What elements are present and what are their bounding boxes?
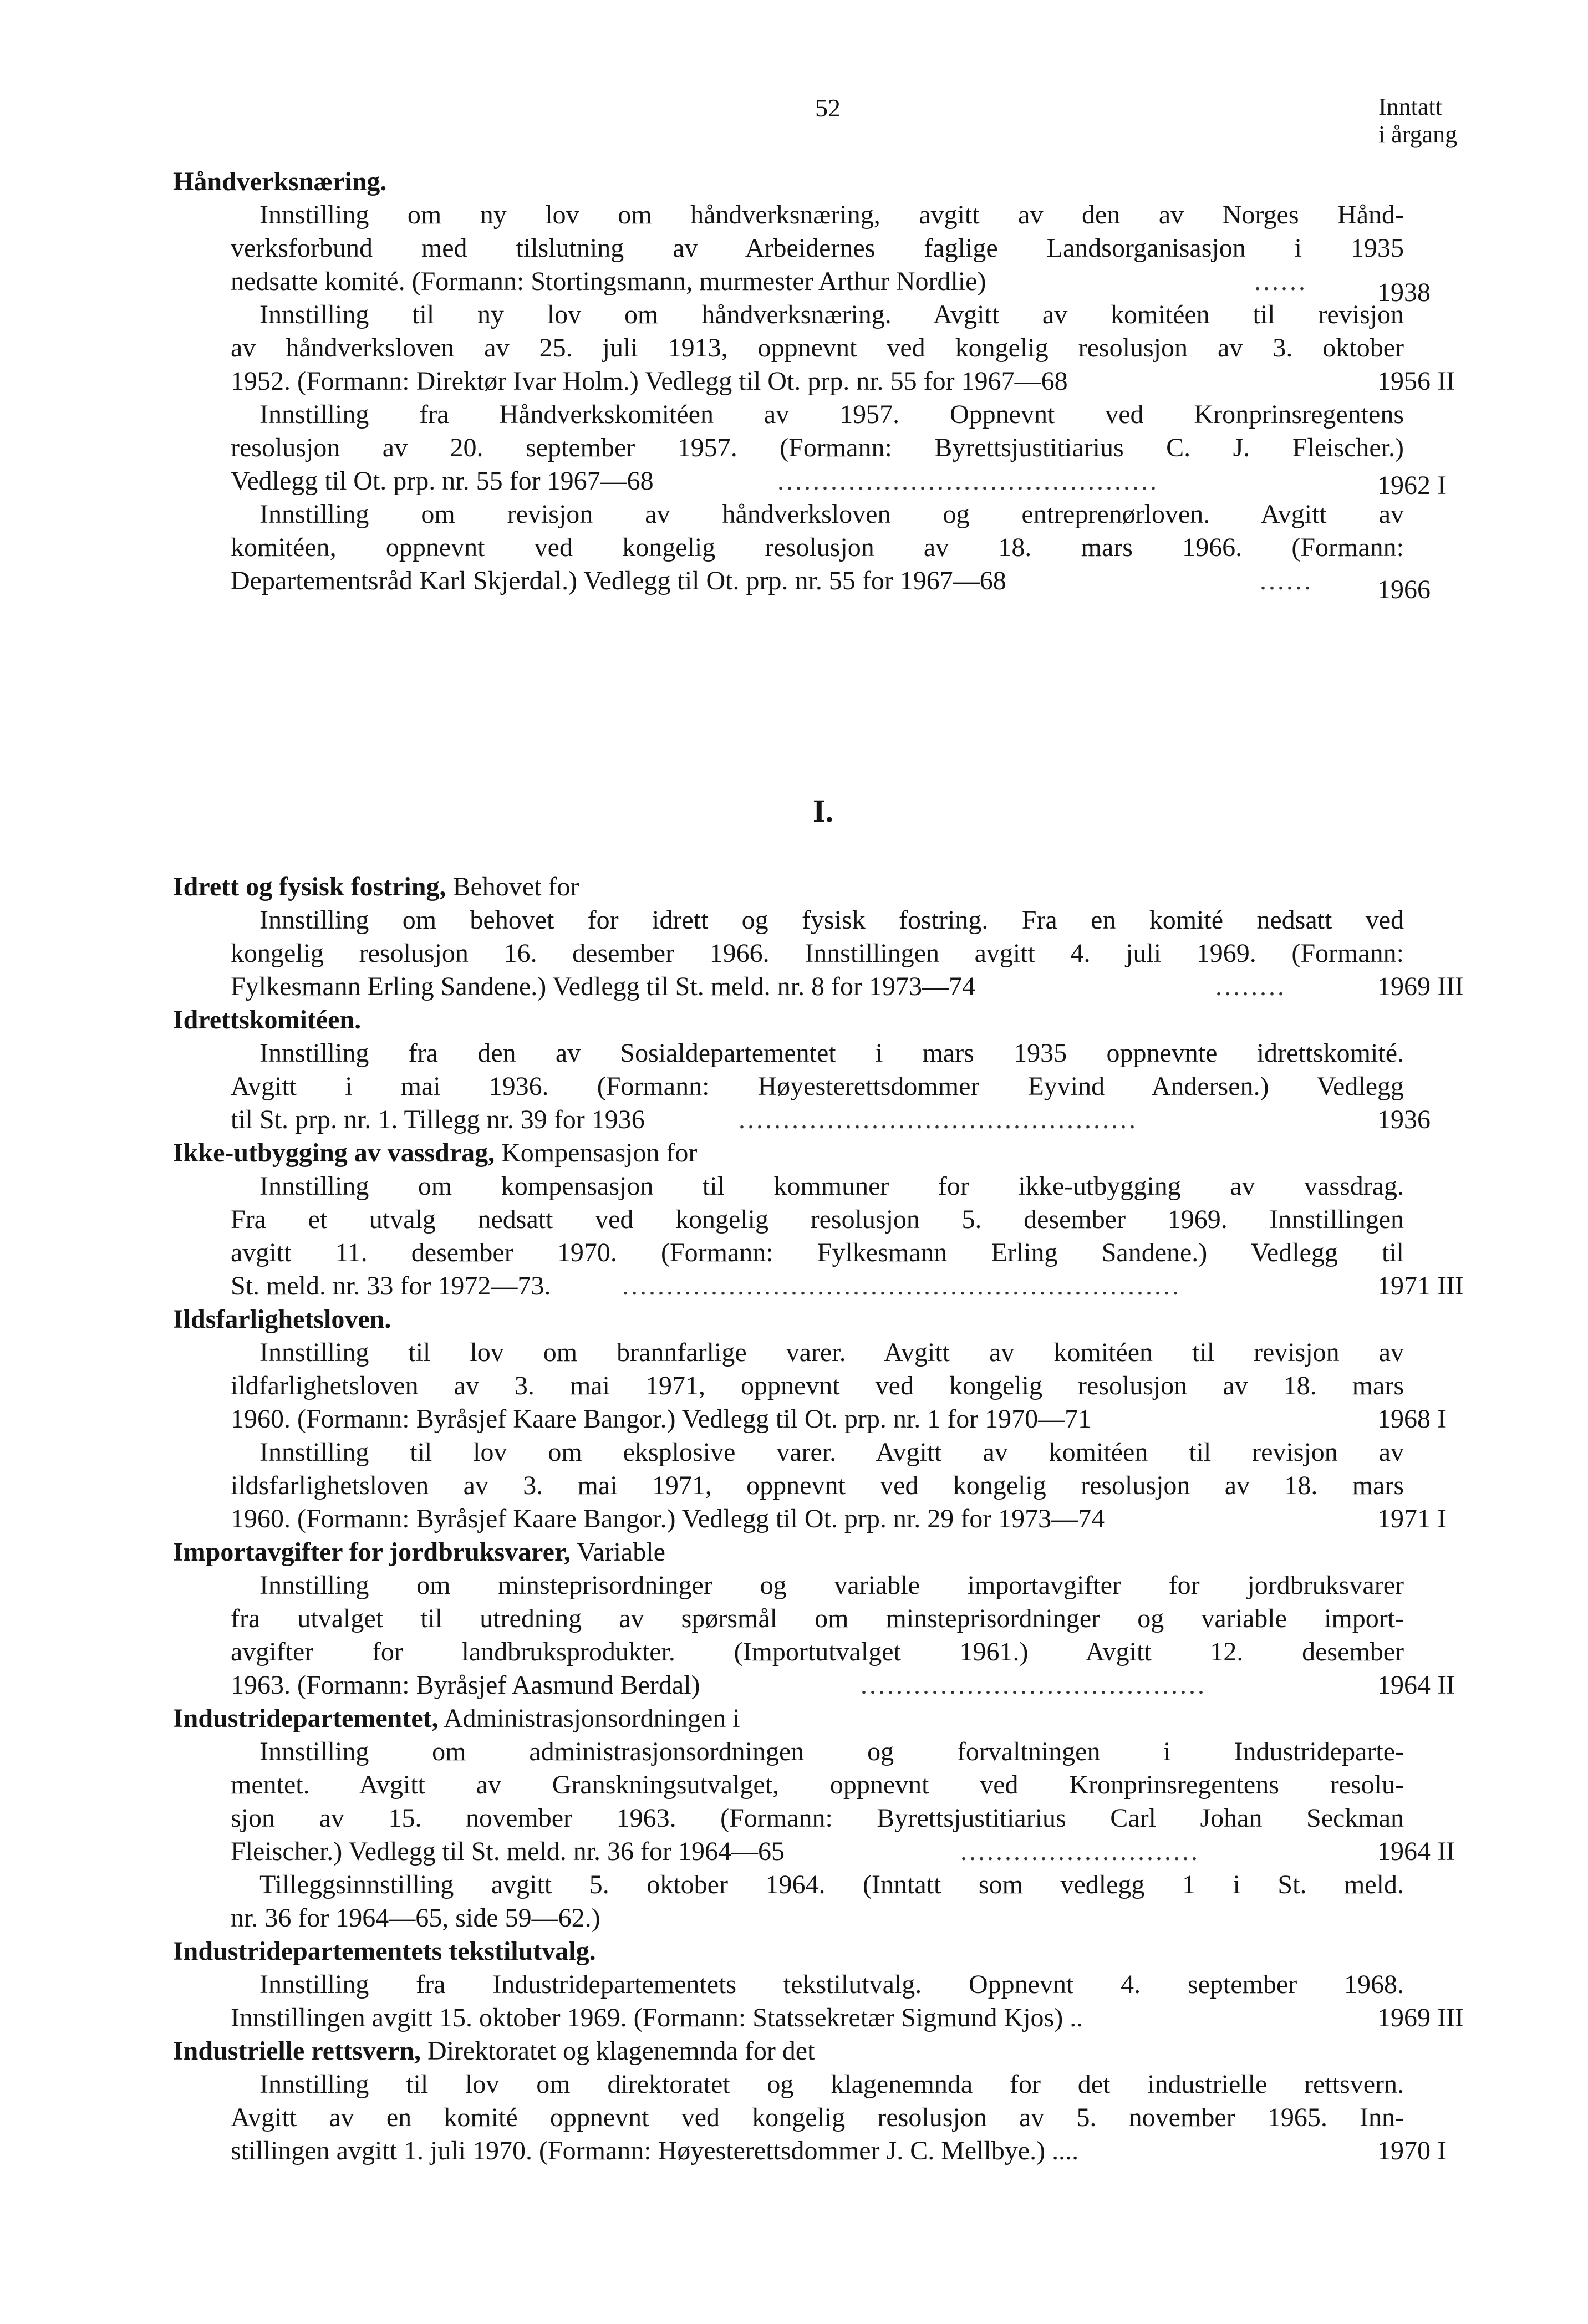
entry-line: sjon av 15. november 1963. (Formann: Byrettsjustitiarius Carl Johan Seckman: [231, 1803, 1404, 1833]
entry-line: Innstilling til lov om direktoratet og klagenemnda for det industrielle rettsvern.: [259, 2070, 1404, 2099]
entry-line: Innstilling om ny lov om håndverksnæring, avgitt av den av Norges Hånd-: [259, 200, 1404, 230]
entry-heading: Håndverksnæring.: [173, 167, 387, 196]
index-entry: [173, 498, 1515, 604]
entry-line: avgitt 11. desember 1970. (Formann: Fylkesmann Erling Sandene.) Vedlegg til: [231, 1238, 1404, 1267]
entry-year: 1971 III: [1377, 1271, 1464, 1301]
entry-heading: Idrett og fysisk fostring, Behovet for: [173, 872, 579, 901]
entry-year: 1969 III: [1377, 972, 1464, 1001]
entry-line: Fra et utvalg nedsatt ved kongelig resolusjon 5. desember 1969. Innstillingen: [231, 1205, 1404, 1234]
entry-line: Innstilling om revisjon av håndverksloven og entreprenørloven. Avgitt av: [259, 500, 1404, 529]
entry-year: 1936: [1377, 1105, 1431, 1134]
entry-line: Departementsråd Karl Skjerdal.) Vedlegg til Ot. prp. nr. 55 for 1967—68 ......: [231, 566, 1313, 595]
column-header-line-2: i årgang: [1378, 121, 1458, 148]
index-entry: [173, 298, 1515, 398]
entry-year: 1964 II: [1377, 1837, 1455, 1866]
entry-heading: Industrielle rettsvern, Direktoratet og klagenemnda for det: [173, 2036, 815, 2066]
index-entry: [173, 198, 1515, 307]
entry-year: 1966: [1377, 575, 1431, 604]
column-header-line-1: Inntatt: [1378, 93, 1442, 120]
entry-line: stillingen avgitt 1. juli 1970. (Formann: Høyesterettsdommer J. C. Mellbye.) ....: [231, 2136, 1079, 2165]
entry-year: 1956 II: [1377, 366, 1455, 396]
entry-line: resolusjon av 20. september 1957. (Formann: Byrettsjustitiarius C. J. Fleischer.): [231, 433, 1404, 462]
index-section-i: [173, 870, 1515, 2168]
index-section-h: [173, 165, 1515, 604]
entry-line: av håndverksloven av 25. juli 1913, oppnevnt ved kongelig resolusjon av 3. oktober: [231, 333, 1404, 363]
index-entry: [173, 1735, 1515, 1868]
entry-line: 1960. (Formann: Byråsjef Kaare Bangor.) Vedlegg til Ot. prp. nr. 29 for 1973—74: [231, 1504, 1105, 1533]
entry-year: 1971 I: [1377, 1504, 1446, 1533]
entry-line: Innstilling fra Industridepartementets tekstilutvalg. Oppnevnt 4. september 1968.: [259, 1970, 1404, 1999]
entry-line: nr. 36 for 1964—65, side 59—62.): [231, 1903, 600, 1933]
index-entry: [173, 1968, 1515, 2035]
section-letter: I.: [813, 793, 834, 829]
entry-line: 1963. (Formann: Byråsjef Aasmund Berdal) .......................................: [231, 1670, 1207, 1700]
entry-year: 1969 III: [1377, 2003, 1464, 2032]
entry-line: verksforbund med tilslutning av Arbeidernes faglige Landsorganisasjon i 1935: [231, 233, 1404, 263]
index-entry: [173, 904, 1515, 1003]
entry-line: St. meld. nr. 33 for 1972—73. ...............................................................: [231, 1271, 1181, 1301]
column-header-inntatt: [1378, 93, 1457, 149]
entry-line: avgifter for landbruksprodukter. (Importutvalget 1961.) Avgitt 12. desember: [231, 1637, 1404, 1666]
entry-line: Fylkesmann Erling Sandene.) Vedlegg til St. meld. nr. 8 for 1973—74 ........: [231, 972, 1286, 1001]
entry-line: Tilleggsinnstilling avgitt 5. oktober 1964. (Inntatt som vedlegg 1 i St. meld.: [259, 1870, 1404, 1899]
entry-line: Vedlegg til Ot. prp. nr. 55 for 1967—68 ...........................................: [231, 466, 1159, 496]
entry-line: Innstilling fra Håndverkskomitéen av 1957. Oppnevnt ved Kronprinsregentens: [259, 400, 1404, 429]
entry-line: Innstilling om behovet for idrett og fysisk fostring. Fra en komité nedsatt ved: [259, 905, 1404, 935]
entry-line: Innstilling om administrasjonsordningen og forvaltningen i Industrideparte-: [259, 1737, 1404, 1766]
entry-line: 1952. (Formann: Direktør Ivar Holm.) Vedlegg til Ot. prp. nr. 55 for 1967—68: [231, 366, 1068, 396]
index-entry: [173, 1037, 1515, 1136]
entry-heading: Industridepartementet, Administrasjonsordningen i: [173, 1704, 740, 1733]
index-entry: [173, 1170, 1515, 1303]
entry-line: Avgitt i mai 1936. (Formann: Høyesterettsdommer Eyvind Andersen.) Vedlegg: [231, 1072, 1404, 1101]
entry-heading: Importavgifter for jordbruksvarer, Variable: [173, 1537, 665, 1567]
entry-line: mentet. Avgitt av Granskningsutvalget, oppnevnt ved Kronprinsregentens resolu-: [231, 1770, 1404, 1800]
entry-line: Innstilling om kompensasjon til kommuner for ikke-utbygging av vassdrag.: [259, 1171, 1404, 1201]
entry-line: Innstilling til lov om eksplosive varer. Avgitt av komitéen til revisjon av: [259, 1438, 1404, 1467]
entry-heading: Industridepartementets tekstilutvalg.: [173, 1936, 596, 1966]
entry-heading: Ikke-utbygging av vassdrag, Kompensasjon for: [173, 1138, 698, 1168]
entry-line: Innstilling til ny lov om håndverksnæring. Avgitt av komitéen til revisjon: [259, 300, 1404, 329]
entry-year: 1938: [1377, 278, 1431, 307]
entry-line: fra utvalget til utredning av spørsmål om minsteprisordninger og variable import-: [231, 1604, 1404, 1633]
entry-line: til St. prp. nr. 1. Tillegg nr. 39 for 1936 .............................................: [231, 1105, 1138, 1134]
index-entry: [173, 2068, 1515, 2168]
index-entry: [173, 1569, 1515, 1702]
entry-year: 1970 I: [1377, 2136, 1446, 2165]
entry-year: 1968 I: [1377, 1404, 1446, 1434]
entry-line: komitéen, oppnevnt ved kongelig resolusjon av 18. mars 1966. (Formann:: [231, 533, 1404, 562]
entry-line: 1960. (Formann: Byråsjef Kaare Bangor.) Vedlegg til Ot. prp. nr. 1 for 1970—71: [231, 1404, 1092, 1434]
entry-year: 1962 I: [1377, 471, 1446, 500]
entry-line: ildfarlighetsloven av 3. mai 1971, oppnevnt ved kongelig resolusjon av 18. mars: [231, 1371, 1404, 1400]
index-entry: [173, 1436, 1515, 1536]
entry-line: Innstilling om minsteprisordninger og variable importavgifter for jordbruksvarer: [259, 1571, 1404, 1600]
entry-line: nedsatte komité. (Formann: Stortingsmann, murmester Arthur Nordlie) ......: [231, 267, 1307, 296]
entry-heading: Idrettskomitéen.: [173, 1005, 362, 1034]
entry-heading: Ildsfarlighetsloven.: [173, 1304, 391, 1334]
entry-line: Innstillingen avgitt 15. oktober 1969. (Formann: Statssekretær Sigmund Kjos) ..: [231, 2003, 1083, 2032]
index-entry: [173, 398, 1515, 498]
entry-line: Innstilling fra den av Sosialdepartementet i mars 1935 oppnevnte idrettskomité.: [259, 1038, 1404, 1068]
entry-line: Fleischer.) Vedlegg til St. meld. nr. 36 for 1964—65 ...........................: [231, 1837, 1200, 1866]
entry-line: Avgitt av en komité oppnevnt ved kongelig resolusjon av 5. november 1965. Inn-: [231, 2103, 1404, 2132]
page-number: 52: [815, 94, 841, 122]
entry-line: Innstilling til lov om brannfarlige varer. Avgitt av komitéen til revisjon av: [259, 1338, 1404, 1367]
entry-year: 1964 II: [1377, 1670, 1455, 1700]
index-entry: [173, 1336, 1515, 1436]
entry-line: kongelig resolusjon 16. desember 1966. Innstillingen avgitt 4. juli 1969. (Formann:: [231, 939, 1404, 968]
entry-line: ildsfarlighetsloven av 3. mai 1971, oppnevnt ved kongelig resolusjon av 18. mars: [231, 1471, 1404, 1500]
index-entry: [173, 1868, 1515, 1935]
